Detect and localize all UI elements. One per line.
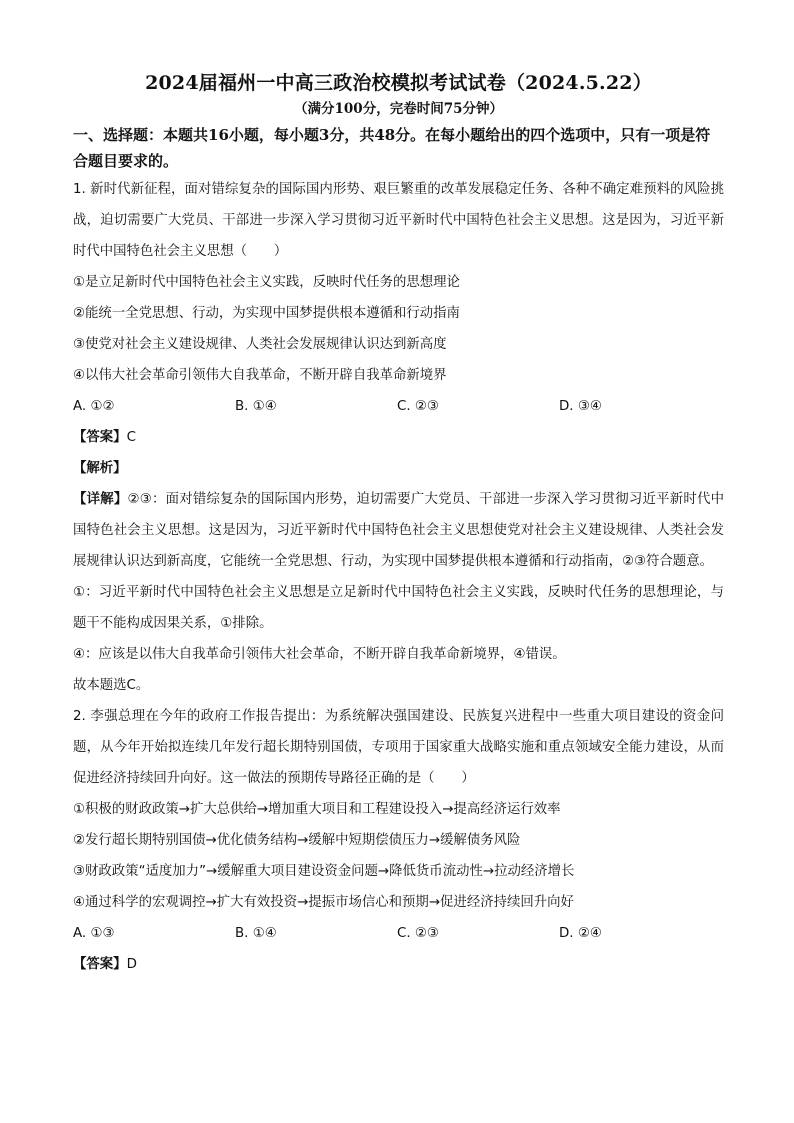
answer-label: 【答案】 bbox=[73, 957, 127, 972]
question-1-detail-paragraph: ①：习近平新时代中国特色社会主义思想是立足新时代中国特色社会主义实践，反映时代任务的思想理论，与题干不能构成因果关系，①排除。 bbox=[73, 585, 724, 631]
question-1-statement: ①是立足新时代中国特色社会主义实践，反映时代任务的思想理论 bbox=[73, 275, 460, 290]
question-1-detail-paragraph: ④：应该是以伟大自我革命引领伟大社会革命，不断开辟自我革命新境界，④错误。 bbox=[73, 647, 566, 662]
option-c[interactable]: C. ②③ bbox=[397, 399, 439, 414]
question-2 bbox=[73, 701, 724, 980]
question-2-answer bbox=[73, 949, 724, 980]
section-heading: 一、选择题：本题共16小题，每小题3分，共48分。在每小题给出的四个选项中，只有一项是符合题目要求的。 bbox=[73, 126, 711, 170]
question-1-answer bbox=[73, 422, 724, 453]
analysis-label: 【解析】 bbox=[73, 461, 127, 476]
question-2-options bbox=[73, 918, 724, 949]
detail-label: 【详解】 bbox=[73, 492, 128, 507]
question-1-statement: ④以伟大社会革命引领伟大自我革命，不断开辟自我革命新境界 bbox=[73, 368, 447, 383]
question-1-analysis bbox=[73, 453, 724, 484]
option-a[interactable]: A. ①③ bbox=[73, 926, 115, 941]
answer-label: 【答案】 bbox=[73, 430, 127, 445]
question-1-detail bbox=[73, 484, 724, 577]
question-2-statement: ④通过科学的宏观调控→扩大有效投资→提振市场信心和预期→促进经济持续回升向好 bbox=[73, 895, 574, 910]
question-1-statement: ③使党对社会主义建设规律、人类社会发展规律认识达到新高度 bbox=[73, 337, 447, 352]
question-1-statement: ②能统一全党思想、行动，为实现中国梦提供根本遵循和行动指南 bbox=[73, 306, 460, 321]
detail-text: ②③：面对错综复杂的国际国内形势，迫切需要广大党员、干部进一步深入学习贯彻习近平新时代中国特色社会主义思想。这是因为，习近平新时代中国特色社会主义思想使党对社会主义建设规律、人类社会发展规律认识达到新高度，它能统一全党思想、行动，为实现中国梦提供根本遵循和行动指南，②③符合题意。 bbox=[73, 492, 724, 569]
option-c[interactable]: C. ②③ bbox=[397, 926, 439, 941]
answer-value: C bbox=[126, 430, 136, 445]
question-2-statement: ②发行超长期特别国债→优化债务结构→缓解中短期偿债压力→缓解债务风险 bbox=[73, 833, 521, 848]
option-b[interactable]: B. ①④ bbox=[235, 926, 277, 941]
question-2-statement: ③财政政策“适度加力”→缓解重大项目建设资金问题→降低货币流动性→拉动经济增长 bbox=[73, 864, 575, 879]
option-d[interactable]: D. ③④ bbox=[559, 399, 602, 414]
question-1-conclusion: 故本题选C。 bbox=[73, 678, 150, 693]
question-1-stem: 1. 新时代新征程，面对错综复杂的国际国内形势、艰巨繁重的改革发展稳定任务、各种不确定难预料的风险挑战，迫切需要广大党员、干部进一步深入学习贯彻习近平新时代中国特色社会主义思想。这是因为，习近平新时代中国特色社会主义思想（ ） bbox=[73, 182, 724, 259]
question-1-options bbox=[73, 391, 724, 422]
exam-subtitle: （满分100分，完卷时间75分钟） bbox=[294, 101, 503, 117]
question-1 bbox=[73, 174, 724, 701]
question-2-statement: ①积极的财政政策→扩大总供给→增加重大项目和工程建设投入→提高经济运行效率 bbox=[73, 802, 561, 817]
answer-value: D bbox=[126, 957, 137, 972]
option-a[interactable]: A. ①② bbox=[73, 399, 115, 414]
option-d[interactable]: D. ②④ bbox=[559, 926, 602, 941]
question-2-stem: 2. 李强总理在今年的政府工作报告提出：为系统解决强国建设、民族复兴进程中一些重大项目建设的资金问题，从今年开始拟连续几年发行超长期特别国债，专项用于国家重大战略实施和重点领域安全能力建设，从而促进经济持续回升向好。这一做法的预期传导路径正确的是（ ） bbox=[73, 709, 724, 786]
exam-title: 2024届福州一中高三政治校模拟考试试卷（2024.5.22） bbox=[145, 72, 652, 94]
option-b[interactable]: B. ①④ bbox=[235, 399, 277, 414]
